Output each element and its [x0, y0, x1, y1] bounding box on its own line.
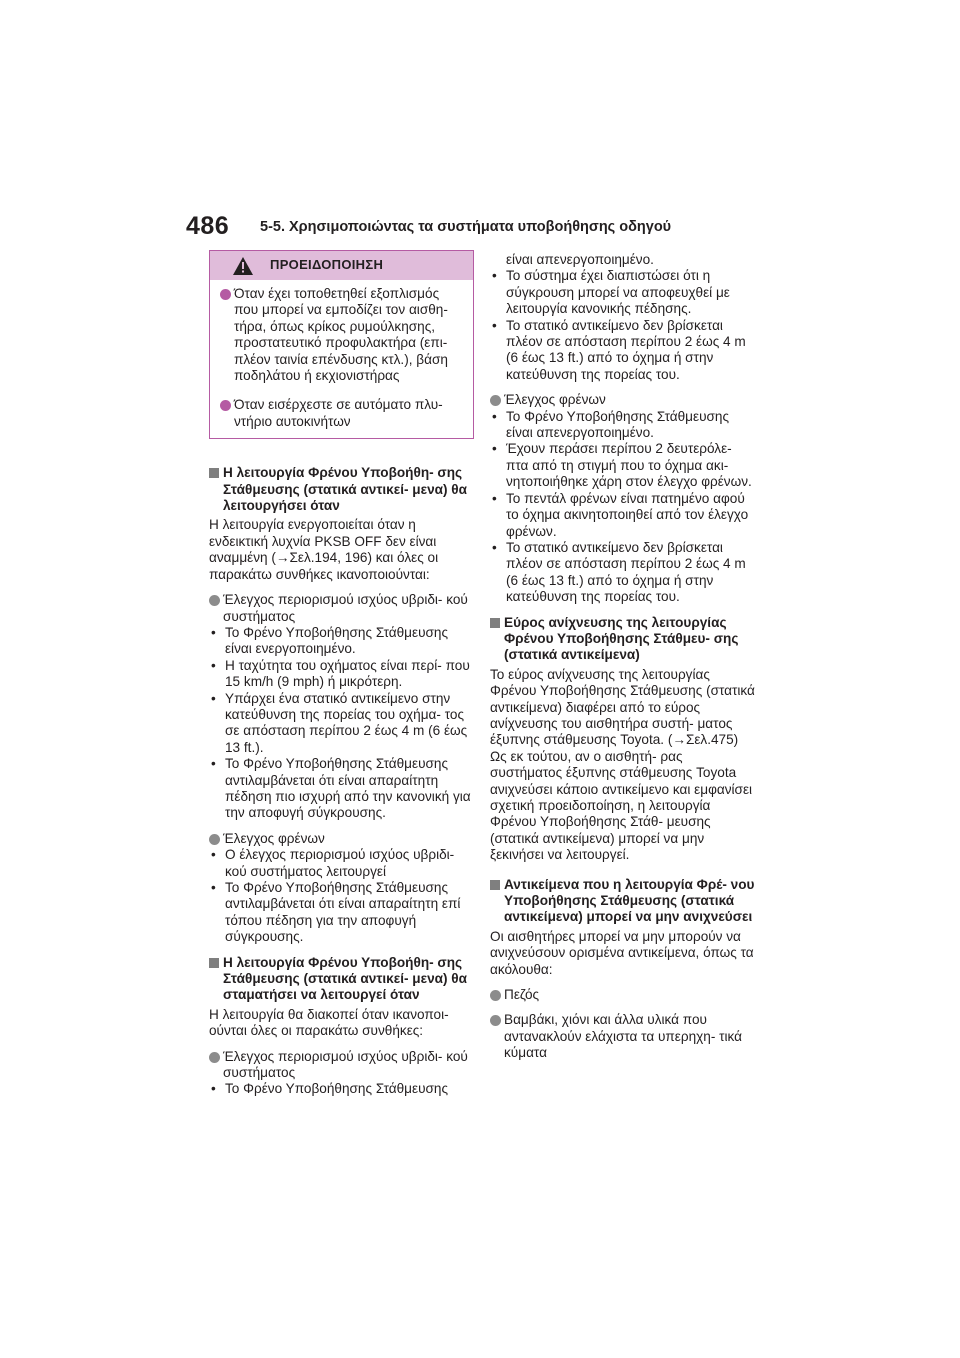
list-item: • Το στατικό αντικείμενο δεν βρίσκεται πλέον σε απόσταση περίπου 2 έως 4 m (6 έως 13 ft.) από το όχημα ή στην κατεύθυνση της πορείας του.	[492, 317, 746, 382]
sub-heading: Έλεγχος φρένων	[490, 392, 755, 408]
list-item: • Ο έλεγχος περιορισμού ισχύος υβριδι- κού συστήματος λειτουργεί	[211, 847, 455, 879]
list-item: • Το πεντάλ φρένων είναι πατημένο αφού το όχημα ακινητοποιηθεί από τον έλεγχο φρένων.	[492, 490, 749, 539]
sub-heading: Έλεγχος φρένων	[209, 831, 474, 847]
list-item: • Το Φρένο Υποβοήθησης Στάθμευσης αντιλαμβάνεται ότι είναι απαραίτητη επί τόπου πέδηση για την αποφυγή σύγκρουσης.	[211, 880, 461, 945]
list-item: • Το στατικό αντικείμενο δεν βρίσκεται πλέον σε απόσταση περίπου 2 έως 4 m (6 έως 13 ft.) από το όχημα ή στην κατεύθυνση της πορείας του.	[492, 539, 746, 605]
warning-header	[210, 251, 473, 280]
list-item: • Έχουν περάσει περίπου 2 δευτερόλε- πτα από τη στιγμή που το όχημα ακι- νητοποιήθηκε χάρη στον έλεγχο φρένων.	[492, 441, 752, 490]
warning-item-text: Όταν έχει τοποθετηθεί εξοπλισμός που μπορεί να εμποδίζει τον αισθη- τήρα, όπως κρίκος ρυμούλκησης, προστατευτικό προφυλακτήρα (επι- πλέον ταινία επένδυσης κτλ.), βάση ποδηλάτου ή εκχιονιστήρας	[234, 286, 448, 384]
bullet-dot-icon	[490, 1015, 501, 1026]
warning-item	[220, 286, 465, 384]
page-header	[0, 0, 960, 245]
paragraph: Η λειτουργία θα διακοπεί όταν ικανοποι- ούνται όλες οι παρακάτω συνθήκες:	[209, 1006, 449, 1039]
sub-heading: Έλεγχος περιορισμού ισχύος υβριδι- κού συστήματος	[209, 1049, 474, 1082]
list-item: • Το Φρένο Υποβοήθησης Στάθμευσης αντιλαμβάνεται ότι είναι απαραίτητη πέδηση πιο ισχυρή από την κανονική για την αποφυγή σύγκρουσης.	[211, 756, 471, 821]
paragraph: Το εύρος ανίχνευσης της λειτουργίας Φρένου Υποβοήθησης Στάθμευσης (στατικά αντικείμενα) διαφέρει από το εύρος ανίχνευσης του αισθητήρα συστή- ματος έξυπνης στάθμευσης Toyota. (→Σελ.475) Ως εκ τούτου, αν ο αισθητή- ρας συστήματος έξυπνης στάθμευσης Toyota ανιχνεύσει κάποιο αντικείμενο και εμφανίσει σχετική προειδοποίηση, η λειτουργία Φρένου Υποβοήθησης Στάθ- μευσης (στατικά αντικείμενα) μπορεί να μην ξεκινήσει να λειτουργεί.	[490, 666, 755, 863]
section-heading: Αντικείμενα που η λειτουργία Φρέ- νου Υποβοήθησης Στάθμευσης (στατικά αντικείμενα) μπορεί να μην ανιχνεύσει	[490, 877, 755, 926]
warning-item-text: Όταν εισέρχεστε σε αυτόματο πλυ- ντήριο αυτοκινήτων	[234, 397, 443, 429]
bullet-dot-icon	[220, 289, 231, 300]
bullet-dot-icon	[220, 400, 231, 411]
list-item: • Το Φρένο Υποβοήθησης Στάθμευσης είναι απενεργοποιημένο.	[492, 408, 730, 441]
square-bullet-icon	[490, 618, 500, 628]
paragraph: Η λειτουργία ενεργοποιείται όταν η ενδεικτική λυχνία PKSB OFF δεν είναι αναμμένη (→Σελ.194, 196) και όλες οι παρακάτω συνθήκες ικανοποιούνται:	[209, 517, 439, 582]
warning-title: ΠΡΟΕΙΔΟΠΟΙΗΣΗ	[270, 257, 384, 272]
bullet-dot-icon	[209, 1052, 220, 1063]
list-item-continued: είναι απενεργοποιημένο.	[506, 252, 654, 267]
right-column	[490, 252, 755, 1062]
warning-triangle-icon	[232, 256, 254, 276]
warning-box	[209, 250, 474, 439]
list-item: • Υπάρχει ένα στατικό αντικείμενο στην κατεύθυνση της πορείας του οχήμα- τος σε απόσταση περίπου 2 έως 4 m (6 έως 13 ft.).	[211, 690, 468, 755]
list-item: Βαμβάκι, χιόνι και άλλα υλικά που αντανακλούν ελάχιστα τα υπερηχη- τικά κύματα	[490, 1012, 755, 1061]
bullet-dot-icon	[490, 395, 501, 406]
page-number: 486	[186, 212, 230, 240]
paragraph: Οι αισθητήρες μπορεί να μην μπορούν να ανιχνεύσουν ορισμένα αντικείμενα, όπως τα ακόλουθα:	[490, 928, 754, 977]
section-heading: Η λειτουργία Φρένου Υποβοήθη- σης Στάθμευσης (στατικά αντικεί- μενα) θα λειτουργήσει όταν	[209, 465, 474, 514]
bullet-dot-icon	[209, 595, 220, 606]
list-item: • Το σύστημα έχει διαπιστώσει ότι η σύγκρουση μπορεί να αποφευχθεί με λειτουργία κανονικής πέδησης.	[492, 268, 730, 317]
square-bullet-icon	[209, 468, 219, 478]
list-item: • Η ταχύτητα του οχήματος είναι περί- που 15 km/h (9 mph) ή μικρότερη.	[211, 657, 470, 690]
section-title: 5-5. Χρησιμοποιώντας τα συστήματα υποβοήθησης οδηγού	[260, 219, 672, 235]
list-item: • Το Φρένο Υποβοήθησης Στάθμευσης είναι ενεργοποιημένο.	[211, 624, 449, 657]
warning-item	[220, 397, 465, 430]
section-heading: Η λειτουργία Φρένου Υποβοήθη- σης Στάθμευσης (στατικά αντικεί- μενα) θα σταματήσει να λειτουργεί όταν	[209, 955, 474, 1004]
bullet-dot-icon	[490, 990, 501, 1001]
list-item: • Το Φρένο Υποβοήθησης Στάθμευσης	[211, 1081, 449, 1097]
bullet-dot-icon	[209, 834, 220, 845]
left-column	[209, 250, 474, 1098]
section-heading: Εύρος ανίχνευσης της λειτουργίας Φρένου Υποβοήθησης Στάθμευ- σης (στατικά αντικείμενα)	[490, 615, 755, 664]
list-item: Πεζός	[490, 987, 755, 1003]
square-bullet-icon	[209, 958, 219, 968]
square-bullet-icon	[490, 880, 500, 890]
sub-heading: Έλεγχος περιορισμού ισχύος υβριδι- κού συστήματος	[209, 592, 474, 625]
